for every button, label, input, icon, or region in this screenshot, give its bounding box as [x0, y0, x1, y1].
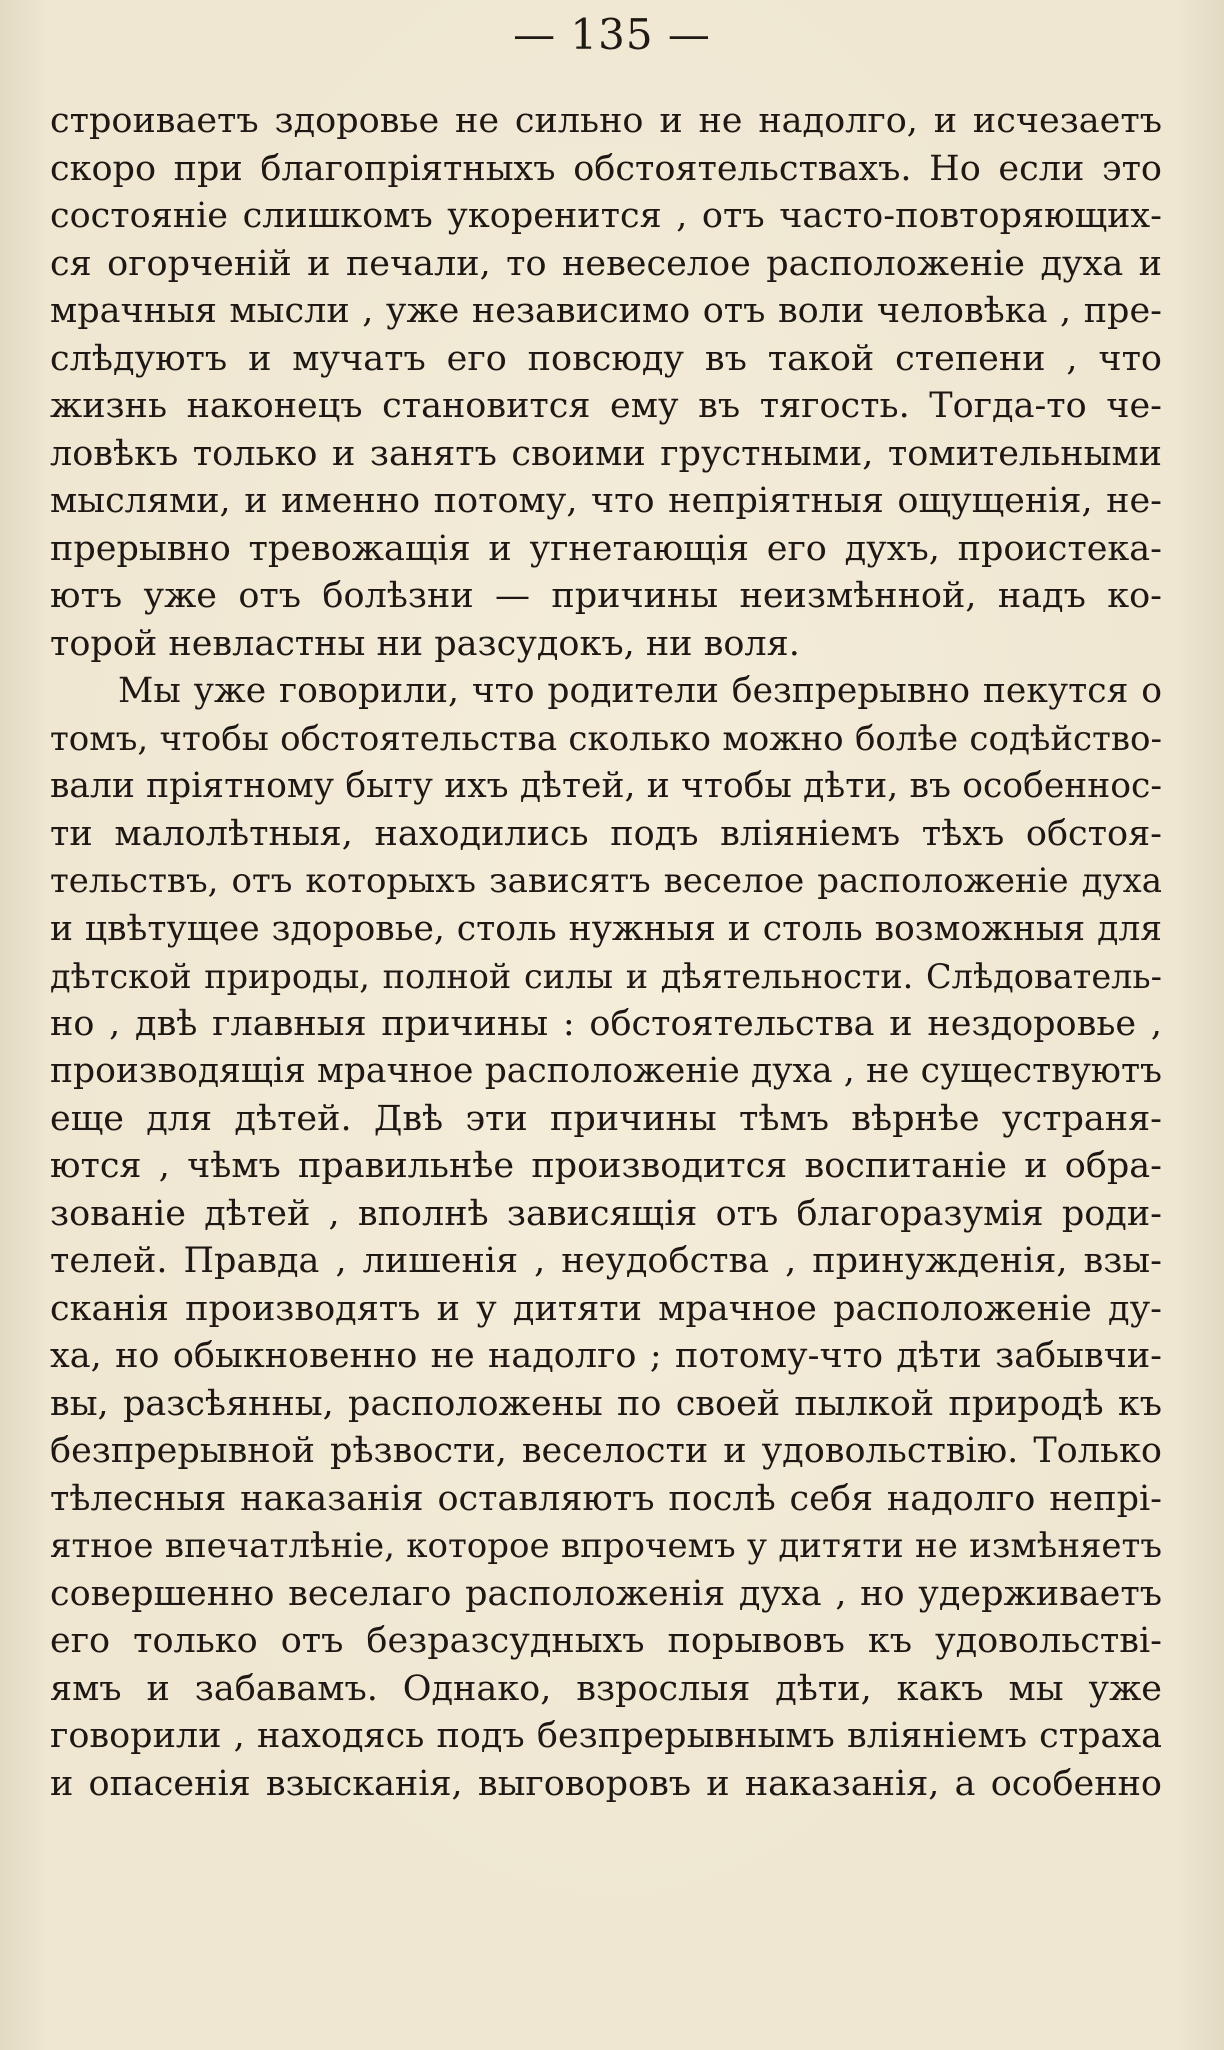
text-line: безпрерывной рѣзвости, веселости и удовольствію. Только [50, 1431, 1162, 1471]
body-text [50, 98, 1162, 1808]
text-line: жизнь наконецъ становится ему въ тягость. Тогда-то че- [50, 386, 1162, 426]
text-line: вы, разсѣянны, расположены по своей пылкой природѣ къ [50, 1383, 1162, 1424]
text-line: но , двѣ главныя причины : обстоятельства и нездоровье , [50, 1003, 1162, 1044]
text-line: тельствъ, отъ которыхъ зависятъ веселое расположеніе духа [50, 861, 1162, 901]
text-line: его только отъ безразсудныхъ порывовъ къ удовольстві- [50, 1621, 1162, 1661]
text-line: ловѣкъ только и занятъ своими грустными, томительными [50, 433, 1162, 474]
text-line: состояніе слишкомъ укоренится , отъ часто-повторяющих- [50, 196, 1162, 236]
text-line: строиваетъ здоровье не сильно и не надолго, и исчезаетъ [50, 101, 1162, 141]
text-line: сканія производятъ и у дитяти мрачное расположеніе ду- [50, 1288, 1162, 1329]
text-line: и опасенія взысканія, выговоровъ и наказанія, а особенно [50, 1763, 1162, 1804]
text-line: скоро при благопріятныхъ обстоятельствахъ. Но если это [50, 148, 1162, 189]
text-line: говорили , находясь подъ безпрерывнымъ вліяніемъ страха [50, 1716, 1162, 1756]
text-line: производящія мрачное расположеніе духа , не существуютъ [50, 1051, 1162, 1091]
text-line: мрачныя мысли , уже независимо отъ воли человѣка , пре- [50, 291, 1162, 331]
text-line: Мы уже говорили, что родители безпрерывно пекутся о [118, 671, 1162, 711]
text-line: ти малолѣтныя, находились подъ вліяніемъ тѣхъ обстоя- [50, 813, 1162, 854]
text-line: торой невластны ни разсудокъ, ни воля. [50, 623, 800, 664]
text-line: ятное впечатлѣніе, которое впрочемъ у дитяти не измѣняетъ [50, 1526, 1162, 1566]
text-line: томъ, чтобы обстоятельства сколько можно болѣе содѣйство- [50, 718, 1162, 759]
text-line: еще для дѣтей. Двѣ эти причины тѣмъ вѣрнѣе устраня- [50, 1098, 1162, 1139]
text-line: вали пріятному быту ихъ дѣтей, и чтобы дѣти, въ особеннос- [50, 766, 1162, 806]
text-line: телей. Правда , лишенія , неудобства , принужденія, взы- [50, 1241, 1162, 1281]
text-line: дѣтской природы, полной силы и дѣятельности. Слѣдователь- [50, 957, 1162, 996]
text-line: зованіе дѣтей , вполнѣ зависящія отъ благоразумія роди- [50, 1193, 1162, 1234]
text-line: и цвѣтущее здоровье, столь нужныя и столь возможныя для [50, 908, 1162, 949]
text-line: ха, но обыкновенно не надолго ; потому-что дѣти забывчи- [50, 1336, 1162, 1376]
text-line: ся огорченій и печали, то невеселое расположеніе духа и [50, 243, 1162, 284]
text-line: совершенно веселаго расположенія духа , но удерживаетъ [50, 1573, 1162, 1614]
text-line: ютъ уже отъ болѣзни — причины неизмѣнной, надъ ко- [50, 576, 1162, 616]
text-line: тѣлесныя наказанія оставляютъ послѣ себя надолго непрі- [50, 1478, 1162, 1519]
text-line: слѣдуютъ и мучатъ его повсюду въ такой степени , что [50, 338, 1162, 379]
page-number: — 135 — [513, 10, 711, 59]
text-line: прерывно тревожащія и угнетающія его духъ, проистека- [50, 528, 1162, 569]
text-line: ямъ и забавамъ. Однако, взрослыя дѣти, какъ мы уже [50, 1668, 1162, 1709]
text-line: ются , чѣмъ правильнѣе производится воспитаніе и обра- [50, 1146, 1162, 1186]
text-line: мыслями, и именно потому, что непріятныя ощущенія, не- [50, 481, 1162, 521]
